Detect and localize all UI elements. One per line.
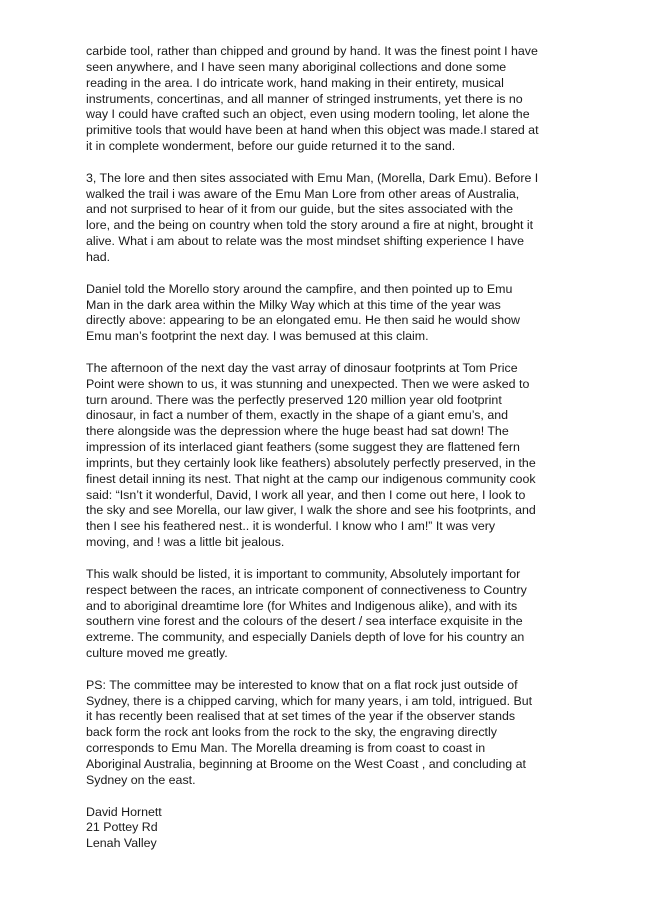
text-line: moving, and ! was a little bit jealous. <box>86 535 285 550</box>
text-line: had. <box>86 249 111 264</box>
text-line: Point were shown to us, it was stunning and unexpected. Then we were asked to <box>86 376 530 391</box>
text-line: it has recently been realised that at set times of the year if the observer stands <box>86 709 516 724</box>
signature-block <box>86 805 586 853</box>
signature-street: 21 Pottey Rd <box>86 820 158 835</box>
text-line: This walk should be listed, it is important to community, Absolutely important for <box>86 566 521 581</box>
text-line: said: “Isn’t it wonderful, David, I work all year, and then I come out here, I look to <box>86 487 526 502</box>
text-line: Sydney, there is a chipped carving, which for many years, i am told, intrigued. But <box>86 693 533 708</box>
text-line: and not surprised to hear of it from our guide, but the sites associated with the <box>86 202 514 217</box>
text-line: 3, The lore and then sites associated with Emu Man, (Morella, Dark Emu). Before I <box>86 170 539 185</box>
text-line: finest detail inning its nest. That night at the camp our indigenous community cook <box>86 471 536 486</box>
paragraph-campfire-story <box>86 282 586 345</box>
text-line: dinosaur, in fact a number of them, exactly in the shape of a giant emu’s, and <box>86 408 508 423</box>
text-line: Emu man’s footprint the next day. I was bemused at this claim. <box>86 329 429 344</box>
text-line: seen anywhere, and I have seen many aboriginal collections and done some <box>86 59 507 74</box>
text-line: culture moved me greatly. <box>86 646 228 661</box>
text-line: impression of its interlaced giant feathers (some suggest they are flattened fern <box>86 440 520 455</box>
signature-locality: Lenah Valley <box>86 836 157 851</box>
text-line: way I could have crafted such an object, even using modern tooling, let alone the <box>86 107 530 122</box>
text-line: extreme. The community, and especially Daniels depth of love for his country an <box>86 630 525 645</box>
text-line: PS: The committee may be interested to know that on a flat rock just outside of <box>86 677 518 692</box>
letter-body <box>86 44 586 852</box>
text-line: there alongside was the depression where the huge beast had sat down! The <box>86 424 509 439</box>
text-line: Aboriginal Australia, beginning at Broome on the West Coast , and concluding at <box>86 756 526 771</box>
text-line: then I see his feathered nest.. it is wonderful. I know who I am!” It was very <box>86 519 496 534</box>
signature-name: David Hornett <box>86 804 162 819</box>
paragraph-carbide-tool <box>86 44 586 155</box>
text-line: Sydney on the east. <box>86 772 196 787</box>
text-line: directly above: appearing to be an elongated emu. He then said he would show <box>86 313 520 328</box>
text-line: it in complete wonderment, before our guide returned it to the sand. <box>86 139 456 154</box>
text-line: imprints, but they certainly look like feathers) absolutely perfectly preserved, in the <box>86 455 536 470</box>
text-line: Man in the dark area within the Milky Way which at this time of the year was <box>86 297 501 312</box>
text-line: reading in the area. I do intricate work, hand making in their entirety, musical <box>86 75 504 90</box>
text-line: lore, and the being on country when told the story around a fire at night, brought it <box>86 218 534 233</box>
text-line: the sky and see Morella, our law giver, I walk the shore and see his footprints, and <box>86 503 536 518</box>
text-line: instruments, concertinas, and all manner of stringed instruments, yet there is no <box>86 91 523 106</box>
paragraph-dinosaur-footprints <box>86 361 586 551</box>
text-line: corresponds to Emu Man. The Morella dreaming is from coast to coast in <box>86 741 486 756</box>
paragraph-emu-man-lore <box>86 171 586 266</box>
text-line: respect between the races, an intricate component of connectiveness to Country <box>86 582 527 597</box>
text-line: The afternoon of the next day the vast array of dinosaur footprints at Tom Price <box>86 360 518 375</box>
paragraph-postscript <box>86 678 586 789</box>
text-line: turn around. There was the perfectly preserved 120 million year old footprint <box>86 392 502 407</box>
text-line: back form the rock ant looks from the rock to the sky, the engraving directly <box>86 725 497 740</box>
text-line: southern vine forest and the colours of the desert / sea interface exquisite in the <box>86 614 523 629</box>
text-line: and to aboriginal dreamtime lore (for Whites and Indigenous alike), and with its <box>86 598 518 613</box>
text-line: carbide tool, rather than chipped and ground by hand. It was the finest point I have <box>86 44 538 58</box>
text-line: walked the trail i was aware of the Emu Man Lore from other areas of Australia, <box>86 186 520 201</box>
paragraph-walk-listing <box>86 567 586 662</box>
text-line: Daniel told the Morello story around the campfire, and then pointed up to Emu <box>86 281 513 296</box>
text-line: primitive tools that would have been at hand when this object was made.I stared at <box>86 123 539 138</box>
text-line: alive. What i am about to relate was the most mindset shifting experience I have <box>86 234 525 249</box>
